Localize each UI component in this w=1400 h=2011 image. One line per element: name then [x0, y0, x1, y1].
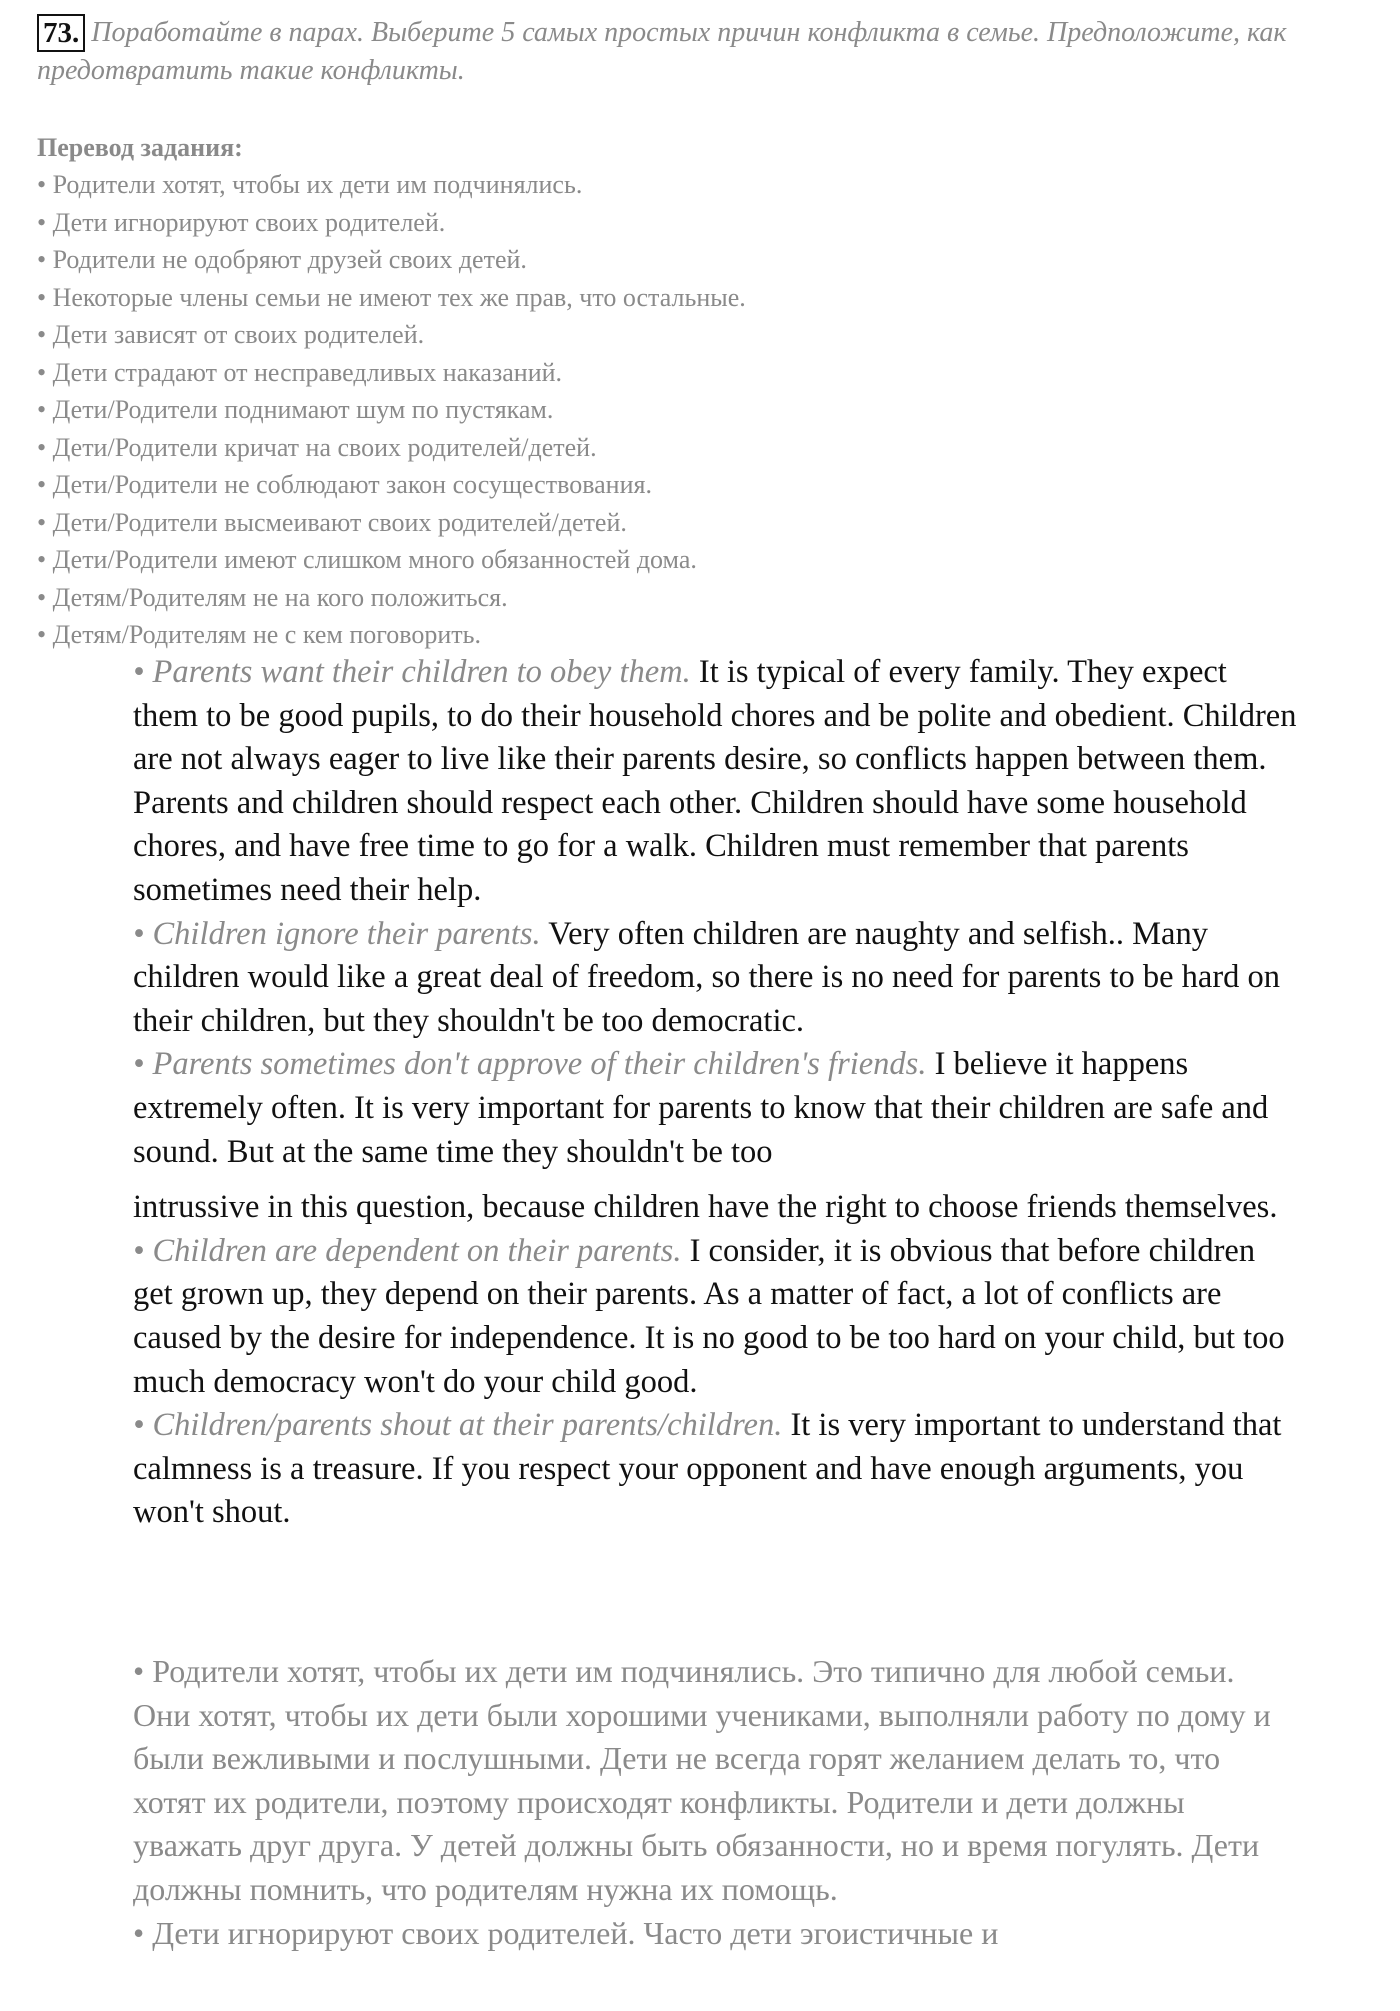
answer-paragraph	[133, 913, 1298, 1044]
answer-prompt: • Parents sometimes don't approve of their children's friends.	[133, 1046, 927, 1083]
answer-text: I believe it happens extremely often. It is very important for parents to know that their children are safe and sound. But at the same time they shouldn't be too	[133, 1046, 1269, 1170]
list-item: • Родители не одобряют друзей своих детей.	[37, 245, 527, 274]
answer-paragraph	[133, 1043, 1298, 1174]
translation-list	[37, 166, 1337, 654]
answer-ru-paragraph: • Родители хотят, чтобы их дети им подчинялись. Это типично для любой семьи. Они хотят, чтобы их дети были хорошими учениками, выполняли работу по дому и были вежливыми и послушными. Дети не всегда горят желанием делать то, что хотят их родители, поэтому происходят конфликты. Родители и дети должны уважать друг друга. У детей должны быть обязанности, но и время погулять. Дети должны помнить, что родителям нужна их помощь.	[133, 1653, 1271, 1907]
answer-text: It is very important to understand that calmness is a treasure. If you respect your opponent and have enough arguments, you won't shout.	[133, 1407, 1282, 1531]
answer-prompt: • Children ignore their parents.	[133, 915, 541, 952]
list-item: • Дети/Родители высмеивают своих родителей/детей.	[37, 507, 627, 537]
list-item: • Дети страдают от несправедливых наказаний.	[37, 357, 563, 387]
list-item: • Детям/Родителям не с кем поговорить.	[37, 620, 481, 649]
russian-answers	[133, 1650, 1298, 1955]
list-item: • Дети/Родители кричат на своих родителей/детей.	[37, 432, 597, 462]
list-item: • Дети/Родители не соблюдают закон сосуществования.	[37, 470, 652, 499]
answer-text: Very often children are naughty and selfish.. Many children would like a great deal of freedom, so there is no need for parents to be hard on their children, but they shouldn't be too democratic.	[133, 915, 1281, 1039]
list-item: • Дети игнорируют своих родителей.	[37, 207, 446, 237]
task-header	[37, 14, 1367, 90]
answer-paragraph	[133, 1230, 1298, 1404]
task-number: 73.	[37, 14, 85, 52]
answer-paragraph	[133, 1186, 1298, 1230]
translation-heading: Перевод задания:	[37, 133, 243, 162]
task-instructions: Поработайте в парах. Выберите 5 самых простых причин конфликта в семье. Предположите, как предотвратить такие конфликты.	[37, 17, 1287, 86]
list-item: • Дети/Родители имеют слишком много обязанностей дома.	[37, 545, 697, 574]
answer-paragraph	[133, 1404, 1298, 1535]
answer-text: It is typical of every family. They expect them to be good pupils, to do their household chores and be polite and obedient. Children are not always eager to live like their parents desire, so conflicts happen between them. Parents and children should respect each other. Children should have some household chores, and have free time to go for a walk. Children must remember that parents sometimes need their help.	[133, 654, 1297, 908]
answer-prompt: • Parents want their children to obey them.	[133, 654, 691, 690]
english-answers	[133, 651, 1298, 1535]
list-item: • Некоторые члены семьи не имеют тех же прав, что остальные.	[37, 282, 746, 312]
answer-ru-paragraph: • Дети игнорируют своих родителей. Часто дети эгоистичные и	[133, 1914, 999, 1951]
answer-text: intrussive in this question, because children have the right to choose friends themselves.	[133, 1189, 1278, 1226]
answer-prompt: • Children are dependent on their parents.	[133, 1232, 682, 1269]
list-item: • Дети зависят от своих родителей.	[37, 320, 425, 349]
list-item: • Родители хотят, чтобы их дети им подчинялись.	[37, 170, 583, 199]
list-item: • Детям/Родителям не на кого положиться.	[37, 582, 508, 612]
answer-text: I consider, it is obvious that before children get grown up, they depend on their parents. As a matter of fact, a lot of conflicts are caused by the desire for independence. It is no good to be too hard on your child, but too much democracy won't do your child good.	[133, 1232, 1285, 1400]
task-translation	[37, 130, 1337, 654]
list-item: • Дети/Родители поднимают шум по пустякам.	[37, 395, 554, 424]
answer-paragraph	[133, 651, 1298, 913]
answer-prompt: • Children/parents shout at their parents/children.	[133, 1407, 783, 1444]
